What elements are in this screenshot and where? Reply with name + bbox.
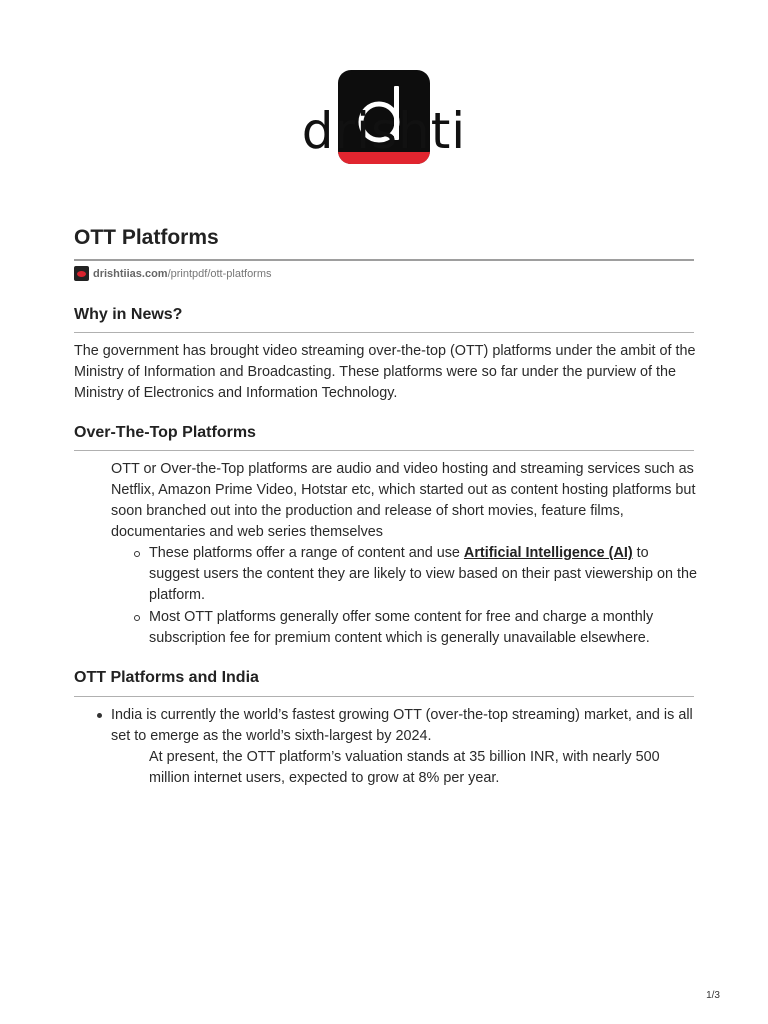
list-item: India is currently the world’s fastest growing OTT (over-the-top streaming) market, and is all set to emerge as the world’s sixth-largest by 2024. [111,707,693,744]
section-paragraph: OTT or Over-the-Top platforms are audio and video hosting and streaming services such as Netflix, Amazon Prime Video, Hotstar etc, which started out as content hosting platforms but soon branched out into the production and release of short movies, feature films, documentaries and web series themselves [111,461,696,540]
list-item [149,607,699,649]
section-heading-ott-platforms: Over-The-Top Platforms [74,424,256,441]
source-domain: drishtiias.com [93,267,168,280]
source-path: /printpdf/ott-platforms [167,267,272,280]
section-heading-ott-india: OTT Platforms and India [74,669,259,686]
list-item-subtext: At present, the OTT platform’s valuation stands at 35 billion INR, with nearly 500 million internet users, expected to grow at 8% per year. [149,749,660,786]
section-divider [74,450,694,451]
list-item-text: Most OTT platforms generally offer some content for free and charge a monthly subscription fee for premium content which is generally unavailable elsewhere. [149,609,654,646]
site-favicon-icon [74,266,89,281]
bullet-disc-icon [97,713,102,718]
section-paragraph: The government has brought video streaming over-the-top (OTT) platforms under the ambit of the Ministry of Information and Broadcasting. These platforms were so far under the purview of the Ministry of Electronics and Information Technology. [74,343,696,401]
bullet-circle-icon [134,615,140,621]
section-heading-why-in-news: Why in News? [74,306,183,323]
artificial-intelligence-link[interactable]: Artificial Intelligence (AI) [463,545,633,561]
title-divider [74,259,694,261]
bullet-circle-icon [134,551,140,557]
list-item-text: These platforms offer a range of content and use [149,545,464,561]
page-number: 1/3 [706,990,720,1001]
section-divider [74,696,694,697]
section-divider [74,332,694,333]
drishti-wordmark: drishti [301,102,467,160]
list-item-text: to suggest users the content they are likely to view based on their past viewership on the platform. [149,545,697,603]
source-link[interactable] [74,266,272,281]
page-title: OTT Platforms [74,226,219,249]
list-item [149,543,699,606]
